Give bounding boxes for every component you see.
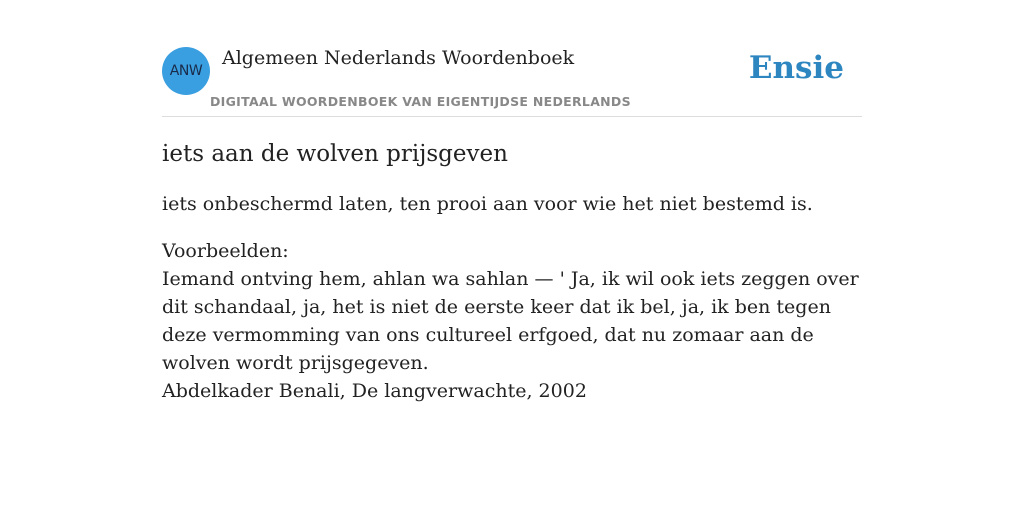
site-header [162, 40, 862, 117]
examples-label: Voorbeelden: [162, 240, 289, 262]
examples-section [162, 237, 862, 405]
ensie-brand-link[interactable]: Ensie [748, 50, 844, 86]
logo-text: ANW [169, 63, 203, 79]
site-subtitle: DIGITAAL WOORDENBOEK VAN EIGENTIJDSE NEDERLANDS [210, 94, 631, 109]
anw-logo[interactable] [162, 47, 210, 95]
example-source: Abdelkader Benali, De langverwachte, 2002 [162, 380, 587, 402]
entry-content [162, 138, 862, 405]
site-title[interactable]: Algemeen Nederlands Woordenboek [222, 47, 575, 69]
example-text: Iemand ontving hem, ahlan wa sahlan — ' Ja, ik wil ook iets zeggen over dit schandaal, ja, het is niet de eerste keer dat ik bel, ja, ik ben tegen deze vermomming van ons cultureel erfgoed, dat nu zomaar aan de wolven wordt prijsgegeven. [162, 268, 859, 374]
entry-term: iets aan de wolven prijsgeven [162, 141, 508, 167]
entry-definition: iets onbeschermd laten, ten prooi aan voor wie het niet bestemd is. [162, 193, 813, 215]
